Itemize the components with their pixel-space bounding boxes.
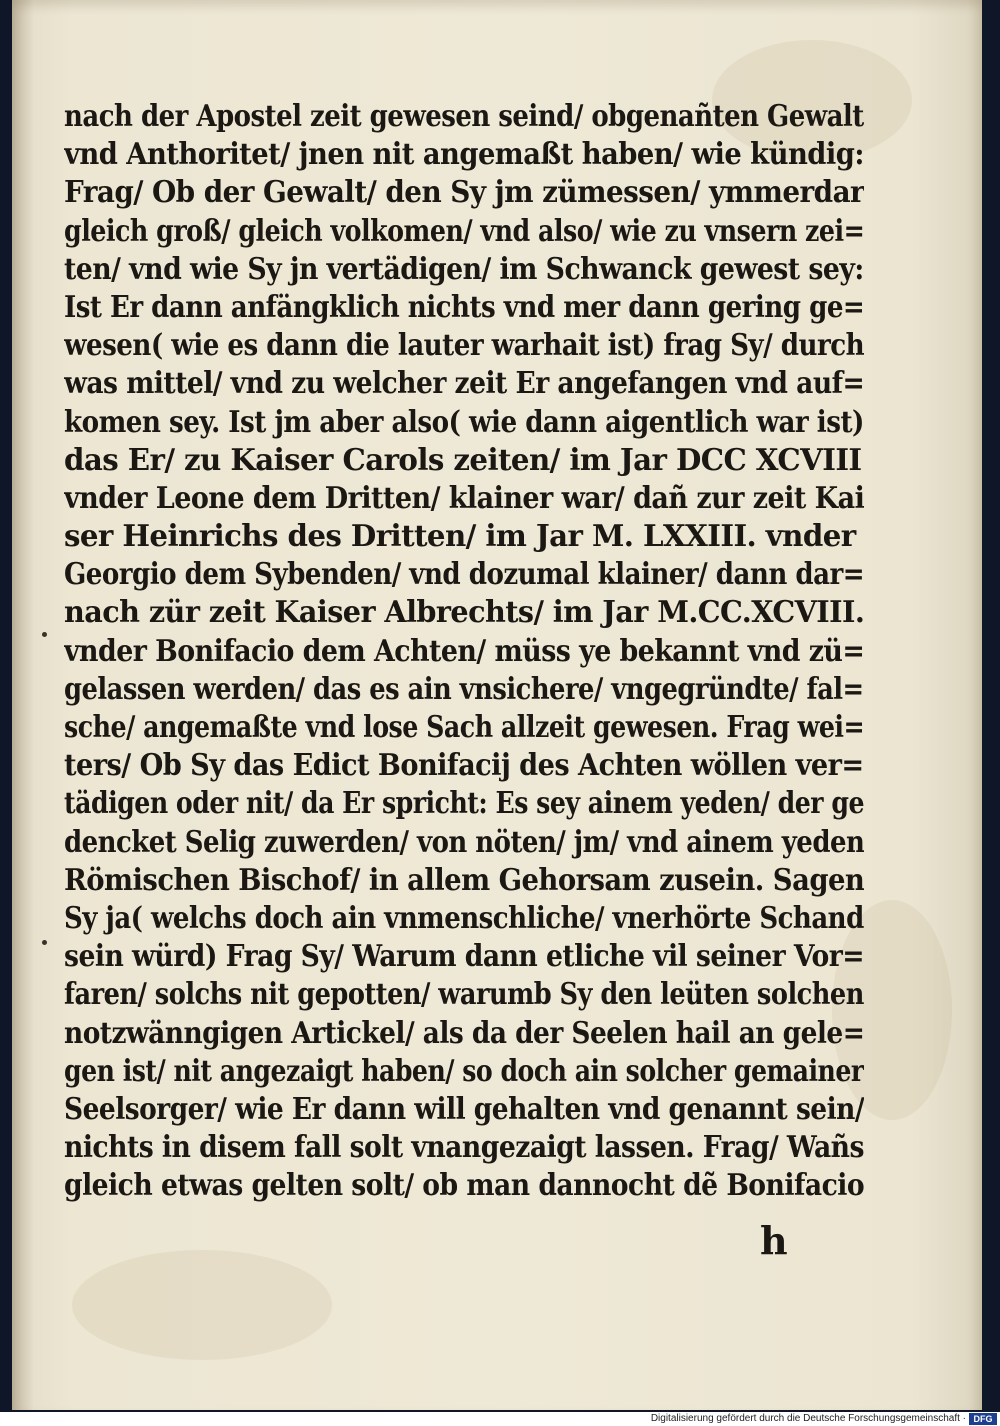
text-line: notzwänngigen Artickel/ als da der Seelen hail an gele= <box>64 1015 864 1051</box>
margin-mark <box>42 940 47 945</box>
text-line: nichts in disem fall solt vnangezaigt lassen. Frag/ Wañs <box>64 1130 864 1166</box>
text-line: vnder Bonifacio dem Achten/ müss ye bekannt vnd zü= <box>64 633 864 669</box>
text-line: Ist Er dann anfängklich nichts vnd mer dann gering ge= <box>64 289 864 325</box>
text-line: gleich groß/ gleich volkomen/ vnd also/ wie zu vnsern zei= <box>64 213 864 249</box>
text-line: was mittel/ vnd zu welcher zeit Er angefangen vnd auf= <box>64 366 864 402</box>
text-line: das Er/ zu Kaiser Carols zeiten/ im Jar DCC XCVIII <box>64 442 862 478</box>
text-line: gelassen werden/ das es ain vnsichere/ vngegründte/ fal= <box>64 671 864 707</box>
text-line: vnder Leone dem Dritten/ klainer war/ dañ zur zeit Kai <box>64 480 864 516</box>
text-line: Sy ja( welchs doch ain vnmenschliche/ vnerhörte Schand <box>64 900 864 936</box>
text-line: ser Heinrichs des Dritten/ im Jar M. LXXIII. vnder <box>64 519 856 555</box>
text-line: nach der Apostel zeit gewesen seind/ obgenañten Gewalt <box>64 99 864 134</box>
margin-mark <box>42 632 47 637</box>
text-line: ten/ vnd wie Sy jn vertädigen/ im Schwanck gewest sey: <box>64 251 864 287</box>
funding-notice: Digitalisierung gefördert durch die Deutsche Forschungsgemeinschaft · <box>650 1413 966 1424</box>
text-line: sche/ angemaßte vnd lose Sach allzeit gewesen. Frag wei= <box>64 710 864 745</box>
text-line: komen sey. Ist jm aber also( wie dann aigentlich war ist) <box>64 404 864 440</box>
footer-bar <box>0 1412 1000 1426</box>
text-line: nach zür zeit Kaiser Albrechts/ im Jar M.CC.XCVIII. <box>64 595 864 631</box>
text-line: ters/ Ob Sy das Edict Bonifacij des Achten wöllen ver= <box>64 748 864 784</box>
text-line: Seelsorger/ wie Er dann will gehalten vnd genannt sein/ <box>64 1091 864 1127</box>
paper-stain <box>72 1250 332 1360</box>
page-text <box>64 98 884 1205</box>
text-line: wesen( wie es dann die lauter warhait ist) frag Sy/ durch <box>64 328 864 364</box>
text-line: Frag/ Ob der Gewalt/ den Sy jm zümessen/ ymmerdar <box>64 175 864 211</box>
text-line: gleich etwas gelten solt/ ob man dannocht dẽ Bonifacio <box>64 1168 864 1204</box>
book-page <box>12 0 982 1410</box>
text-line: gen ist/ nit angezaigt haben/ so doch ain solcher gemainer <box>64 1053 864 1089</box>
text-line: sein würd) Frag Sy/ Warum dann etliche vil seiner Vor= <box>64 939 864 975</box>
signature-mark: h <box>760 1218 788 1263</box>
text-line: Römischen Bischof/ in allem Gehorsam zusein. Sagen <box>64 862 864 898</box>
dfg-logo: DFG <box>969 1413 997 1425</box>
text-line: Georgio dem Sybenden/ vnd dozumal klainer/ dann dar= <box>64 557 864 593</box>
text-line: tädigen oder nit/ da Er spricht: Es sey ainem yeden/ der ge <box>64 786 864 822</box>
text-line: dencket Selig zuwerden/ von nöten/ jm/ vnd ainem yeden <box>64 824 864 860</box>
text-line: faren/ solchs nit gepotten/ warumb Sy den leüten solchen <box>64 977 864 1013</box>
text-line: vnd Anthoritet/ jnen nit angemaßt haben/ wie kündig: <box>64 137 864 173</box>
